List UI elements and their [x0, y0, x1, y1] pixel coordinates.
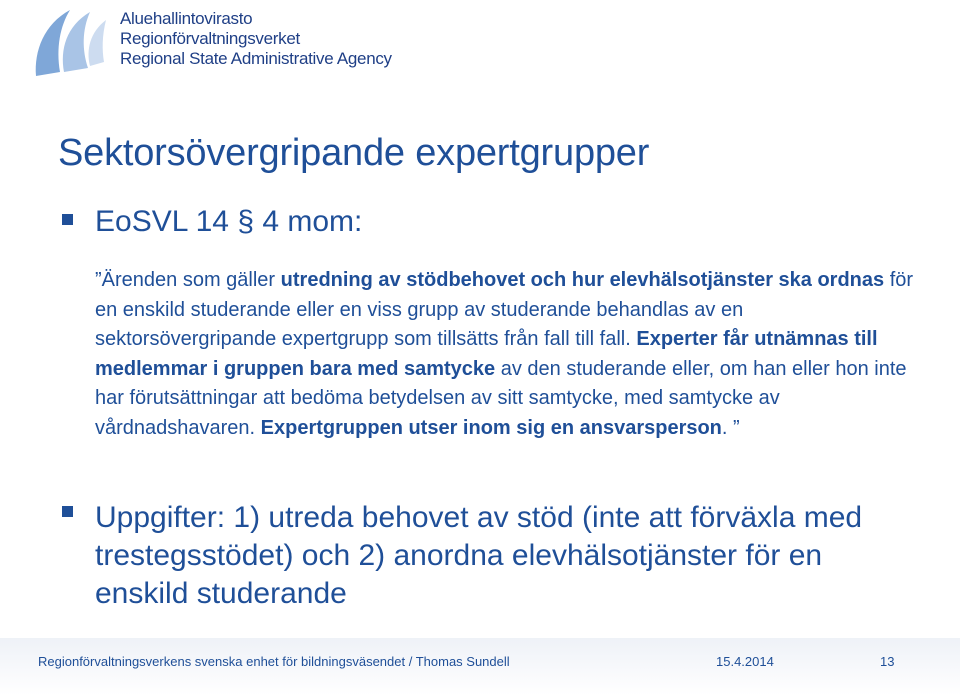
- quote-text: för en enskild studerande eller en viss grupp av studerande behandlas av en sektorsövergripande expertgrupp som tillsätts från fall till fall.: [95, 269, 914, 350]
- bullet-square-icon: [62, 214, 73, 225]
- quote-text: av den studerande eller, om han eller hon inte har förutsättningar att bedöma betydelsen av sitt samtycke, med samtycke av vårdnadshavaren.: [95, 357, 907, 439]
- footer-unit-author: Regionförvaltningsverkens svenska enhet för bildningsväsendet / Thomas Sundell: [38, 654, 510, 669]
- bullet-tasks: Uppgifter: 1) utreda behovet av stöd (inte att förväxla med trestegsstödet) och 2) anordna elevhälsotjänster för en enskild studerande: [95, 501, 863, 610]
- quote-emphasis: Experter får utnämnas till medlemmar i gruppen bara med samtycke: [95, 328, 878, 380]
- quote-text: ”Ärenden som gäller: [95, 269, 281, 291]
- agency-name-english: Regional State Administrative Agency: [120, 49, 392, 68]
- footer-date: 15.4.2014: [716, 654, 774, 669]
- sail-logo-icon: [30, 6, 110, 78]
- bullet-square-icon: [62, 506, 73, 517]
- quote-emphasis: utredning av stödbehovet och hur elevhälsotjänster ska ordnas: [280, 269, 885, 291]
- quote-text: . ”: [721, 416, 740, 439]
- slide-title: Sektorsövergripande expertgrupper: [58, 132, 650, 174]
- footer-divider: [0, 637, 960, 638]
- agency-name-finnish: Aluehallintovirasto: [120, 9, 253, 28]
- law-quote: [95, 266, 925, 443]
- agency-name: [120, 9, 392, 69]
- bullet-law-reference: EoSVL 14 § 4 mom:: [95, 205, 363, 238]
- agency-name-swedish: Regionförvaltningsverket: [120, 29, 300, 48]
- quote-emphasis: Expertgruppen utser inom sig en ansvarsperson: [260, 416, 722, 439]
- slide-number: 13: [880, 654, 895, 669]
